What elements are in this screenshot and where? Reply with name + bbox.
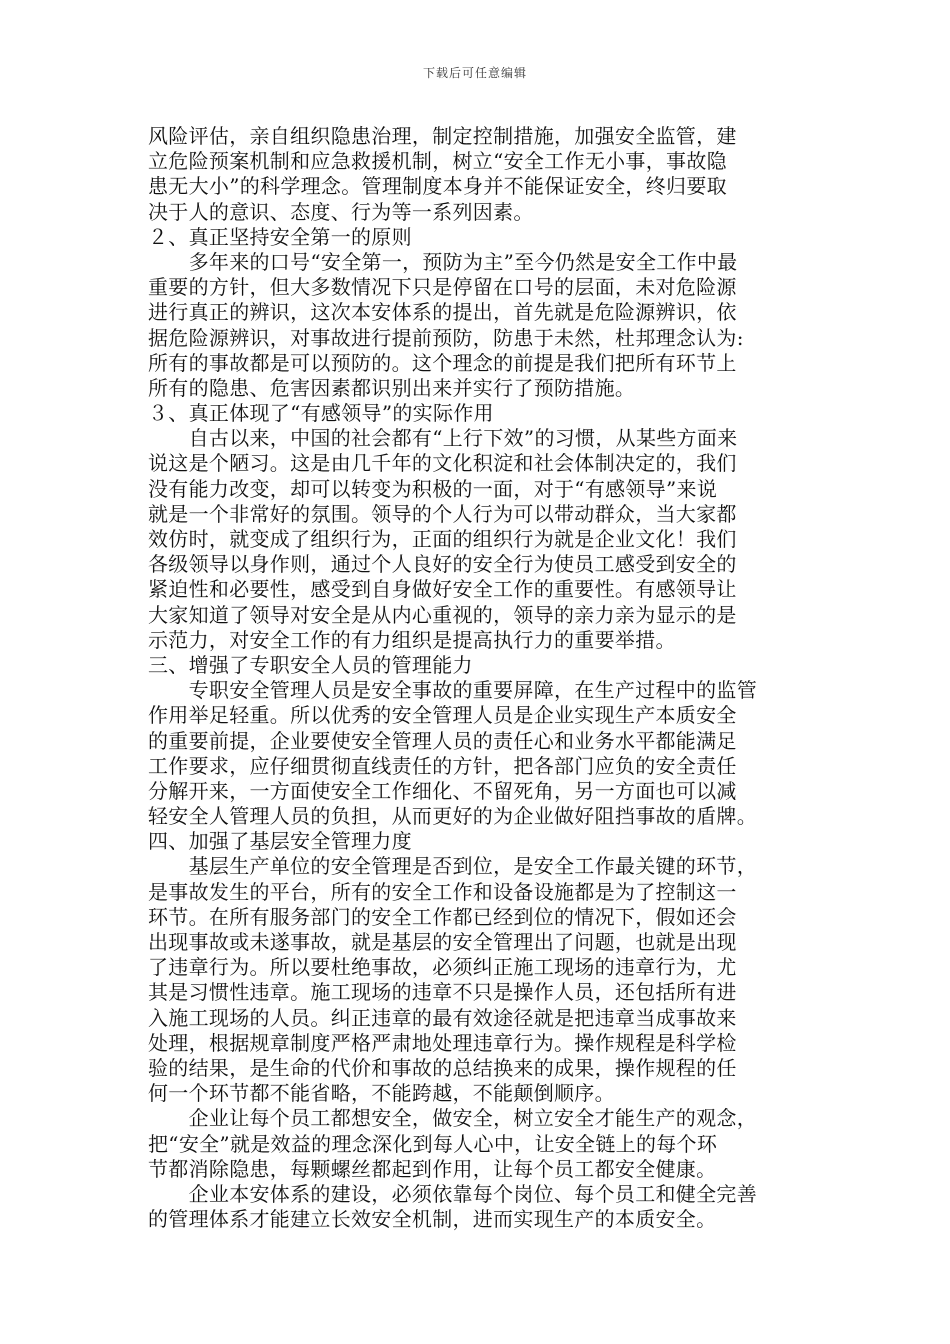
text-line: 企业让每个员工都想安全，做安全，树立安全才能生产的观念， <box>148 1106 757 1131</box>
text-line: 环节。在所有服务部门的安全工作都已经到位的情况下，假如还会 <box>148 904 737 929</box>
text-line: 自古以来，中国的社会都有“上行下效”的习惯，从某些方面来 <box>148 426 738 451</box>
text-line: 就是一个非常好的氛围。领导的个人行为可以带动群众，当大家都 <box>148 501 737 526</box>
text-line: 据危险源辨识，对事故进行提前预防，防患于未然，杜邦理念认为: <box>148 325 744 350</box>
text-line: 是事故发生的平台，所有的安全工作和设备设施都是为了控制这一 <box>148 879 737 904</box>
text-line: 工作要求，应仔细贯彻直线责任的方针，把各部门应负的安全责任 <box>148 753 737 778</box>
page-header: 下载后可任意编辑 <box>422 66 527 80</box>
text-line: 基层生产单位的安全管理是否到位，是安全工作最关键的环节， <box>148 854 757 879</box>
text-line: 入施工现场的人员。纠正违章的最有效途径就是把违章当成事故来 <box>148 1005 737 1030</box>
text-line: 了违章行为。所以要杜绝事故，必须纠正施工现场的违章行为，尤 <box>148 955 737 980</box>
text-line: 所有的隐患、危害因素都识别出来并实行了预防措施。 <box>148 375 636 400</box>
text-line: 三、增强了专职安全人员的管理能力 <box>148 652 473 677</box>
text-line: 分解开来，一方面使安全工作细化、不留死角，另一方面也可以减 <box>148 778 737 803</box>
text-line: 四、加强了基层安全管理力度 <box>148 829 412 854</box>
text-line: 示范力，对安全工作的有力组织是提高执行力的重要举措。 <box>148 627 676 652</box>
text-line: 出现事故或未遂事故，就是基层的安全管理出了问题，也就是出现 <box>148 930 737 954</box>
text-line: 决于人的意识、态度、行为等一系列因素。 <box>148 199 534 224</box>
text-line: 处理，根据规章制度严格严肃地处理违章行为。操作规程是科学检 <box>148 1030 737 1055</box>
text-line: 多年来的口号“安全第一，预防为主”至今仍然是安全工作中最 <box>148 249 738 274</box>
text-line: 其是习惯性违章。施工现场的违章不只是操作人员，还包括所有进 <box>148 980 737 1005</box>
text-line: 所有的事故都是可以预防的。这个理念的前提是我们把所有环节上 <box>148 350 737 375</box>
text-line: 大家知道了领导对安全是从内心重视的，领导的亲力亲为显示的是 <box>148 602 737 627</box>
text-line: 的管理体系才能建立长效安全机制，进而实现生产的本质安全。 <box>148 1207 717 1232</box>
text-line: 紧迫性和必要性，感受到自身做好安全工作的重要性。有感领导让 <box>148 577 737 602</box>
text-line: 效仿时，就变成了组织行为，正面的组织行为就是企业文化！我们 <box>148 527 737 551</box>
text-line: 风险评估，亲自组织隐患治理，制定控制措施，加强安全监管，建 <box>148 124 737 148</box>
text-line: 立危险预案机制和应急救援机制，树立“安全工作无小事，事故隐 <box>148 149 727 174</box>
text-line: 把“安全”就是效益的理念深化到每人心中，让安全链上的每个环 <box>148 1131 718 1156</box>
document-body <box>148 124 816 1232</box>
text-line: 患无大小”的科学理念。管理制度本身并不能保证安全，终归要取 <box>148 174 727 199</box>
text-line: 进行真正的辨识，这次本安体系的提出，首先就是危险源辨识，依 <box>148 300 737 325</box>
text-line: 的重要前提，企业要使安全管理人员的责任心和业务水平都能满足 <box>148 728 737 753</box>
text-line: 重要的方针，但大多数情况下只是停留在口号的层面，未对危险源 <box>148 275 737 300</box>
text-line: ３、真正体现了“有感领导”的实际作用 <box>148 401 494 426</box>
text-line: 专职安全管理人员是安全事故的重要屏障，在生产过程中的监管 <box>148 678 757 703</box>
text-line: ２、真正坚持安全第一的原则 <box>148 224 412 249</box>
text-line: 节都消除隐患，每颗螺丝都起到作用，让每个员工都安全健康。 <box>148 1156 717 1181</box>
text-line: 作用举足轻重。所以优秀的安全管理人员是企业实现生产本质安全 <box>148 703 737 728</box>
text-line: 各级领导以身作则，通过个人良好的安全行为使员工感受到安全的 <box>148 552 737 577</box>
text-line: 何一个环节都不能省略，不能跨越，不能颠倒顺序。 <box>148 1081 615 1106</box>
text-line: 没有能力改变，却可以转变为积极的一面，对于“有感领导”来说 <box>148 476 718 501</box>
text-line: 验的结果，是生命的代价和事故的总结换来的成果，操作规程的任 <box>148 1055 737 1080</box>
text-line: 企业本安体系的建设，必须依靠每个岗位、每个员工和健全完善 <box>148 1181 757 1206</box>
text-line: 轻安全人管理人员的负担，从而更好的为企业做好阻挡事故的盾牌。 <box>148 804 757 829</box>
text-line: 说这是个陋习。这是由几千年的文化积淀和社会体制决定的，我们 <box>148 451 737 476</box>
